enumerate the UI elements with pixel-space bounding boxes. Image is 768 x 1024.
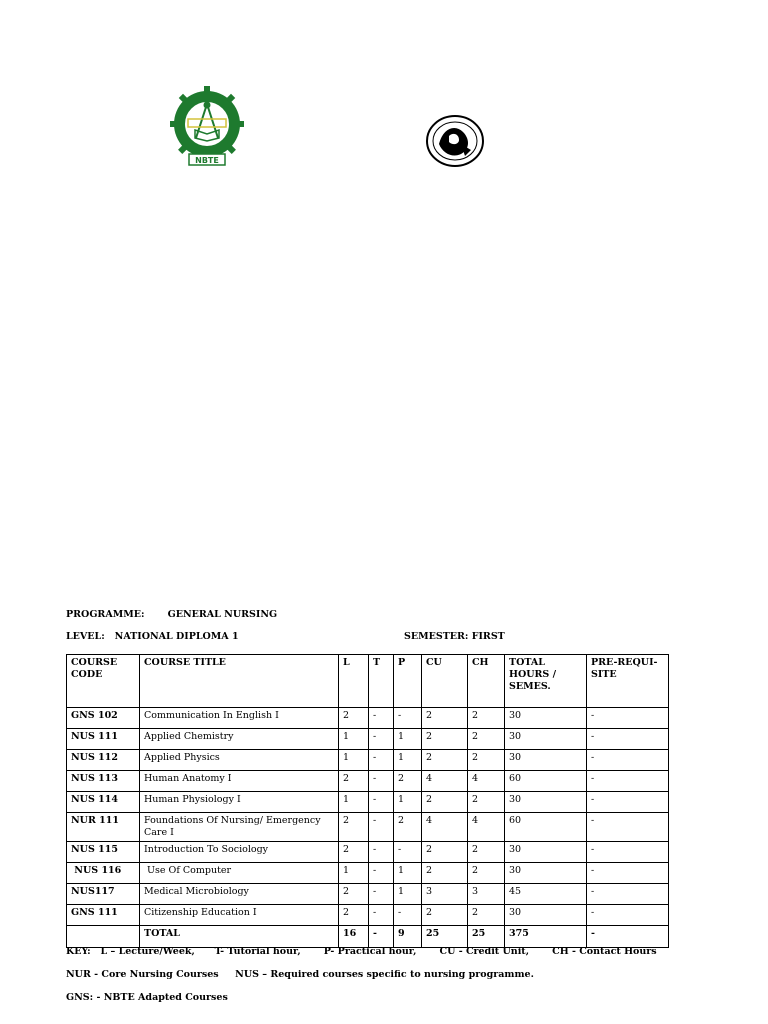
prerequisite: - — [587, 771, 669, 792]
total-hours-sum: 375 — [505, 926, 587, 948]
table-row — [67, 863, 669, 884]
credit-units: 2 — [422, 863, 468, 884]
contact-hours: 2 — [468, 708, 505, 729]
total-label: TOTAL — [140, 926, 339, 948]
prerequisite: - — [587, 813, 669, 842]
tutorial-hours: - — [369, 842, 394, 863]
contact-hours: 2 — [468, 729, 505, 750]
lecture-hours: 1 — [339, 792, 369, 813]
practical-hours: - — [394, 708, 422, 729]
course-title: Human Physiology I — [140, 792, 339, 813]
course-title: Foundations Of Nursing/ Emergency Care I — [140, 813, 339, 842]
course-title: Communication In English I — [140, 708, 339, 729]
course-title: Applied Chemistry — [140, 729, 339, 750]
total-hours: 30 — [505, 729, 587, 750]
course-title: Use Of Computer — [140, 863, 339, 884]
table-row — [67, 708, 669, 729]
tutorial-hours: - — [369, 905, 394, 926]
lecture-hours: 2 — [339, 708, 369, 729]
table-row — [67, 750, 669, 771]
total-hours: 30 — [505, 792, 587, 813]
semester-line: SEMESTER: FIRST — [404, 631, 505, 642]
table-row — [67, 905, 669, 926]
lecture-hours: 2 — [339, 771, 369, 792]
level-line: LEVEL: NATIONAL DIPLOMA 1 — [66, 631, 239, 642]
lecture-hours: 2 — [339, 884, 369, 905]
tutorial-hours: - — [369, 884, 394, 905]
course-code: NUS 111 — [67, 729, 140, 750]
programme-line: PROGRAMME: GENERAL NURSING — [66, 609, 278, 620]
total-hours: 60 — [505, 813, 587, 842]
contact-hours: 2 — [468, 750, 505, 771]
table-row — [67, 771, 669, 792]
tutorial-hours: - — [369, 708, 394, 729]
practical-hours: 2 — [394, 813, 422, 842]
credit-units: 2 — [422, 905, 468, 926]
prerequisite: - — [587, 792, 669, 813]
total-code-cell — [67, 926, 140, 948]
header-course-title: COURSE TITLE — [140, 655, 339, 708]
practical-hours: 2 — [394, 771, 422, 792]
course-title: Human Anatomy I — [140, 771, 339, 792]
nbte-logo-text: NBTE — [195, 156, 219, 165]
tutorial-hours: - — [369, 813, 394, 842]
practical-hours: - — [394, 842, 422, 863]
table-row — [67, 884, 669, 905]
header-total-hours: TOTAL HOURS / SEMES. — [505, 655, 587, 708]
contact-hours: 3 — [468, 884, 505, 905]
course-code: NUS 114 — [67, 792, 140, 813]
contact-hours: 4 — [468, 771, 505, 792]
credit-units: 4 — [422, 813, 468, 842]
table-row — [67, 813, 669, 842]
practical-hours: 1 — [394, 729, 422, 750]
course-code: NUS 116 — [67, 863, 140, 884]
lecture-hours: 1 — [339, 750, 369, 771]
header-p: P — [394, 655, 422, 708]
credit-units: 2 — [422, 792, 468, 813]
contact-hours: 2 — [468, 905, 505, 926]
lecture-hours: 2 — [339, 842, 369, 863]
prerequisite: - — [587, 708, 669, 729]
credit-units: 2 — [422, 708, 468, 729]
table-row — [67, 729, 669, 750]
prerequisite: - — [587, 750, 669, 771]
lecture-hours: 1 — [339, 729, 369, 750]
total-hours: 60 — [505, 771, 587, 792]
credit-units: 2 — [422, 842, 468, 863]
total-hours: 30 — [505, 842, 587, 863]
key-legend: KEY: L – Lecture/Week, T- Tutorial hour, P- Practical hour, CU - Credit Unit, CH - Contact Hours — [66, 946, 657, 957]
header-l: L — [339, 655, 369, 708]
header-prerequisite: PRE-REQUI-SITE — [587, 655, 669, 708]
practical-hours: 1 — [394, 792, 422, 813]
table-row — [67, 842, 669, 863]
prerequisite: - — [587, 842, 669, 863]
nur-nus-legend: NUR - Core Nursing Courses NUS – Required courses specific to nursing programme. — [66, 969, 534, 980]
practical-hours: 1 — [394, 884, 422, 905]
table-header-row — [67, 655, 669, 708]
tutorial-hours: - — [369, 863, 394, 884]
header-course-code: COURSE CODE — [67, 655, 140, 708]
contact-hours: 2 — [468, 792, 505, 813]
tutorial-hours: - — [369, 771, 394, 792]
course-code: GNS 111 — [67, 905, 140, 926]
course-code: NUR 111 — [67, 813, 140, 842]
course-table — [66, 654, 669, 948]
total-prerequisite: - — [587, 926, 669, 948]
practical-hours: - — [394, 905, 422, 926]
header-t: T — [369, 655, 394, 708]
prerequisite: - — [587, 905, 669, 926]
total-practical: 9 — [394, 926, 422, 948]
contact-hours: 2 — [468, 842, 505, 863]
course-title: Citizenship Education I — [140, 905, 339, 926]
course-code: NUS 112 — [67, 750, 140, 771]
credit-units: 2 — [422, 729, 468, 750]
credit-units: 2 — [422, 750, 468, 771]
tutorial-hours: - — [369, 729, 394, 750]
total-lecture: 16 — [339, 926, 369, 948]
tutorial-hours: - — [369, 792, 394, 813]
total-hours: 30 — [505, 863, 587, 884]
total-hours: 45 — [505, 884, 587, 905]
course-title: Medical Microbiology — [140, 884, 339, 905]
lecture-hours: 2 — [339, 813, 369, 842]
prerequisite: - — [587, 863, 669, 884]
course-code: NUS 115 — [67, 842, 140, 863]
nursing-council-seal — [425, 114, 485, 168]
practical-hours: 1 — [394, 750, 422, 771]
total-tutorial: - — [369, 926, 394, 948]
credit-units: 4 — [422, 771, 468, 792]
practical-hours: 1 — [394, 863, 422, 884]
course-title: Introduction To Sociology — [140, 842, 339, 863]
credit-units: 3 — [422, 884, 468, 905]
total-hours: 30 — [505, 750, 587, 771]
course-code: NUS 113 — [67, 771, 140, 792]
course-code: NUS117 — [67, 884, 140, 905]
course-code: GNS 102 — [67, 708, 140, 729]
tutorial-hours: - — [369, 750, 394, 771]
lecture-hours: 1 — [339, 863, 369, 884]
contact-hours: 2 — [468, 863, 505, 884]
total-hours: 30 — [505, 905, 587, 926]
header-ch: CH — [468, 655, 505, 708]
prerequisite: - — [587, 884, 669, 905]
course-title: Applied Physics — [140, 750, 339, 771]
header-cu: CU — [422, 655, 468, 708]
contact-hours: 4 — [468, 813, 505, 842]
table-row — [67, 792, 669, 813]
lecture-hours: 2 — [339, 905, 369, 926]
nbte-logo — [168, 86, 246, 168]
total-credit-units: 25 — [422, 926, 468, 948]
total-row — [67, 926, 669, 948]
total-contact-hours: 25 — [468, 926, 505, 948]
prerequisite: - — [587, 729, 669, 750]
total-hours: 30 — [505, 708, 587, 729]
gns-legend: GNS: - NBTE Adapted Courses — [66, 992, 228, 1003]
